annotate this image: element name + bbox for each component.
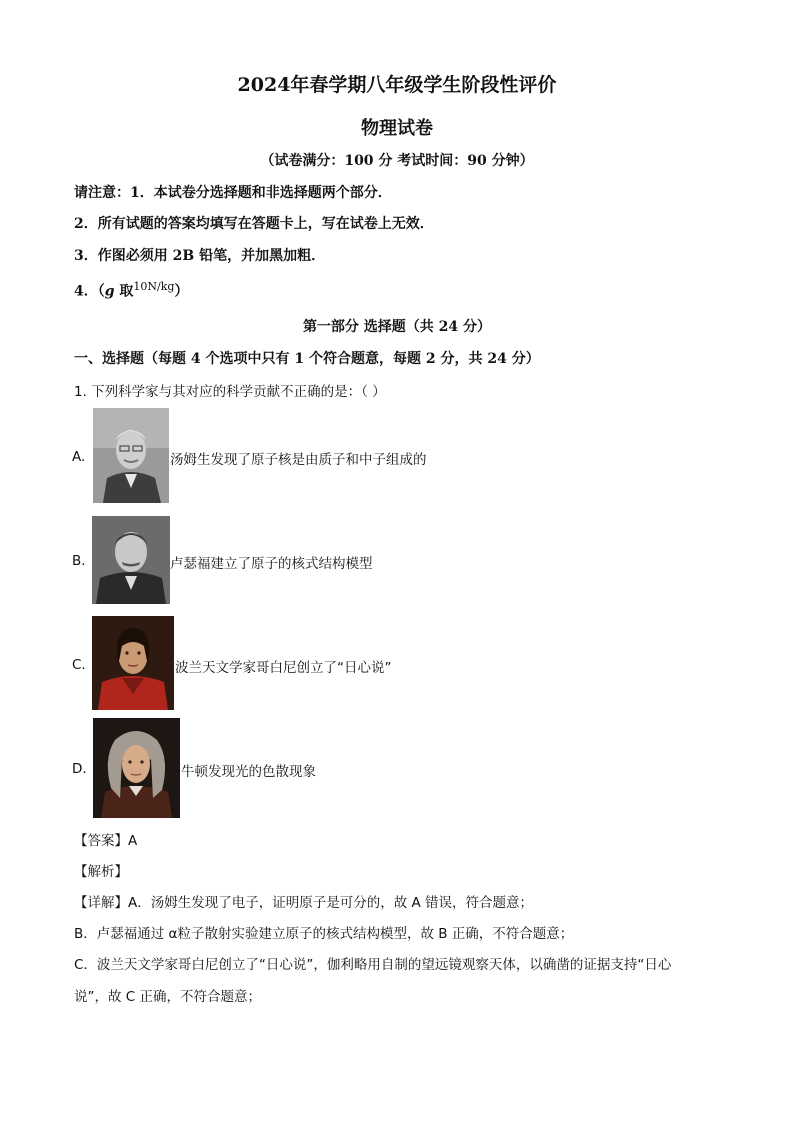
note-4-suffix: ） [174, 283, 189, 300]
question-1-stem: 1. 下列科学家与其对应的科学贡献不正确的是：（ ） [74, 384, 386, 400]
part1-heading: 第一部分 选择题（共 24 分） [302, 319, 492, 335]
note-1: 请注意：1．本试卷分选择题和非选择题两个部分． [74, 185, 392, 201]
answer-label: 【答案】 [74, 833, 128, 849]
option-d-letter: D. [72, 761, 87, 777]
detail-line-1: 【详解】A．汤姆生发现了电子，证明原子是可分的，故 A 错误，符合题意； [74, 895, 534, 911]
option-b-text: 卢瑟福建立了原子的核式结构模型 [170, 556, 373, 572]
note-4-value: 10N/kg [133, 280, 175, 293]
rutherford-portrait [92, 516, 170, 604]
exam-subject: 物理试卷 [361, 118, 433, 139]
note-3: 3．作图必须用 2B 铅笔，并加黑加粗． [74, 248, 326, 264]
option-c-text: 波兰天文学家哥白尼创立了“日心说” [175, 660, 392, 676]
option-b-letter: B. [72, 553, 86, 569]
note-4 [74, 280, 188, 301]
note-4-take: 取 [114, 283, 134, 300]
option-a-letter: A. [72, 449, 86, 465]
note-4-prefix: 4．（ [74, 283, 105, 300]
analysis-label: 【解析】 [74, 864, 128, 880]
thomson-portrait [93, 408, 169, 503]
exam-meta: （试卷满分：100 分 考试时间：90 分钟） [260, 153, 534, 169]
note-4-g: g [104, 283, 115, 300]
detail-line-4: 说”，故 C 正确，不符合题意； [74, 989, 262, 1005]
detail-line-2: B．卢瑟福通过 α粒子散射实验建立原子的核式结构模型，故 B 正确，不符合题意； [74, 926, 574, 942]
newton-portrait [93, 718, 180, 818]
option-c-letter: C. [72, 657, 86, 673]
section-heading: 一、选择题（每题 4 个选项中只有 1 个符合题意，每题 2 分，共 24 分） [74, 351, 540, 367]
option-a-text: 汤姆生发现了原子核是由质子和中子组成的 [170, 452, 427, 468]
answer-value: A [128, 833, 138, 849]
detail-line-3: C．波兰天文学家哥白尼创立了“日心说”，伽利略用自制的望远镜观察天体，以确凿的证据支持“日心 [74, 957, 672, 973]
note-2: 2．所有试题的答案均填写在答题卡上，写在试卷上无效． [74, 216, 434, 232]
answer [74, 829, 137, 849]
exam-title: 2024年春学期八年级学生阶段性评价 [237, 74, 557, 96]
copernicus-portrait [92, 616, 174, 710]
option-d-text: 牛顿发现光的色散现象 [181, 764, 316, 780]
